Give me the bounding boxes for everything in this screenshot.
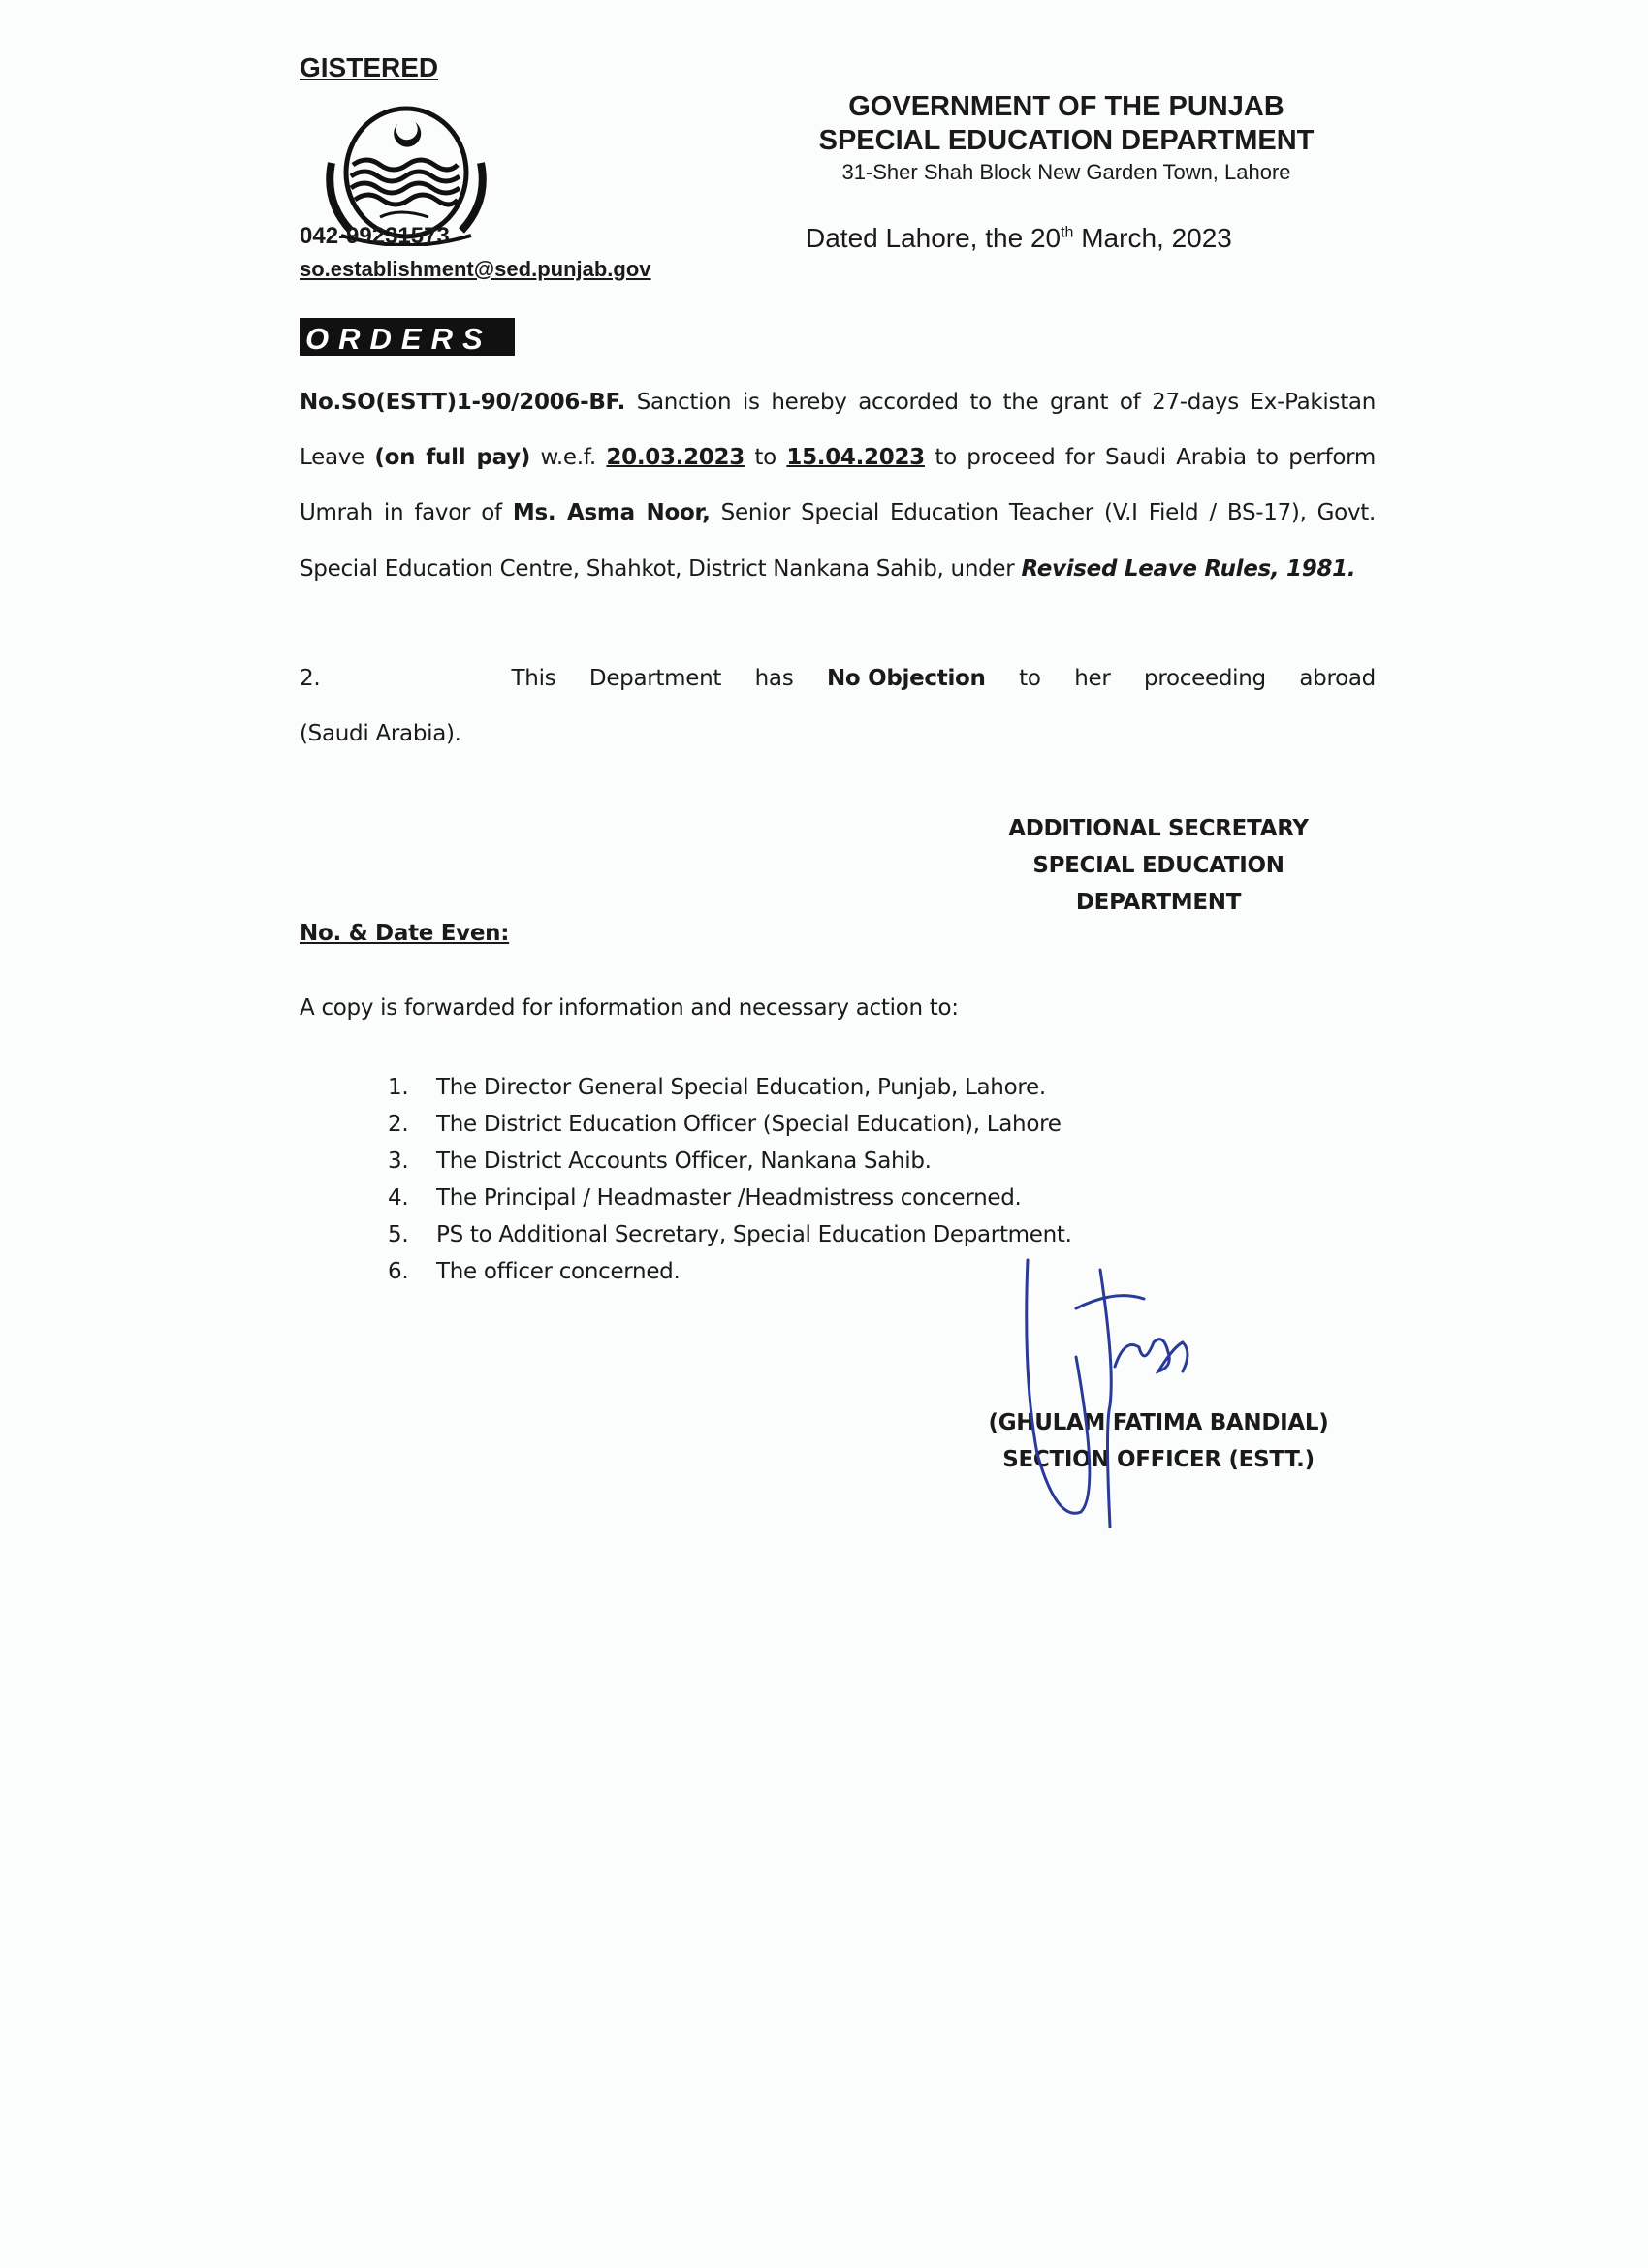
department-address: 31-Sher Shah Block New Garden Town, Lahore <box>841 160 1291 184</box>
list-item <box>388 1069 1072 1106</box>
to-date: 15.04.2023 <box>786 445 925 471</box>
para-word: her <box>1074 666 1111 691</box>
para-word: has <box>754 666 794 691</box>
list-text: The District Accounts Officer, Nankana Sahib. <box>436 1149 932 1174</box>
list-text: The officer concerned. <box>436 1259 681 1284</box>
pay-status: (on full pay) <box>374 445 531 471</box>
para-end: (Saudi Arabia). <box>300 721 461 746</box>
list-number: 5. <box>388 1222 409 1247</box>
phone-number: 042-99231573 <box>300 223 450 249</box>
leave-rules: Revised Leave Rules, 1981. <box>1021 555 1356 582</box>
signatory-line: SPECIAL EDUCATION <box>1032 853 1284 878</box>
list-item <box>388 1253 1072 1290</box>
paragraph-2 <box>300 651 1376 762</box>
order-text: to proceed for Saudi Arabia to perform Umrah in favor of <box>300 445 1376 526</box>
order-text: to <box>744 445 787 471</box>
signatory-line: ADDITIONAL SECRETARY <box>1008 816 1309 841</box>
list-number: 6. <box>388 1259 409 1284</box>
list-item <box>388 1106 1072 1143</box>
para-word: to <box>1019 666 1041 691</box>
order-paragraph <box>300 375 1376 597</box>
list-item <box>388 1180 1072 1216</box>
order-text: Sanction is hereby accorded to the grant of 27-days Ex-Pakistan Leave <box>300 390 1376 471</box>
order-text: Senior Special Education Teacher (V.I Field / BS-17), Govt. Special Education Centre, Shahkot, District Nankana Sahib, under <box>300 500 1376 582</box>
dated-suffix: March, 2023 <box>1073 223 1232 253</box>
list-number: 1. <box>388 1075 409 1100</box>
orders-label: ORDERS <box>300 318 515 356</box>
order-text: w.e.f. <box>530 445 607 471</box>
officer-title: SECTION OFFICER (ESTT.) <box>1002 1447 1315 1472</box>
order-number: No.SO(ESTT)1-90/2006-BF. <box>300 390 626 415</box>
para-word: Department <box>588 666 722 691</box>
list-number: 4. <box>388 1185 409 1211</box>
para-word: proceeding <box>1144 666 1266 691</box>
from-date: 20.03.2023 <box>606 445 745 471</box>
signatory-title <box>965 810 1352 921</box>
dated-line <box>806 223 1232 254</box>
list-text: PS to Additional Secretary, Special Education Department. <box>436 1222 1072 1247</box>
para-word: This <box>511 666 556 691</box>
copy-intro: A copy is forwarded for information and necessary action to: <box>300 995 959 1021</box>
list-text: The District Education Officer (Special Education), Lahore <box>436 1112 1062 1137</box>
signatory-line: DEPARTMENT <box>1075 890 1242 915</box>
list-text: The Director General Special Education, Punjab, Lahore. <box>436 1075 1046 1100</box>
dated-sup: th <box>1061 224 1074 241</box>
para-word: abroad <box>1299 666 1376 691</box>
dated-prefix: Dated Lahore, the 20 <box>806 223 1062 253</box>
list-text: The Principal / Headmaster /Headmistress concerned. <box>436 1185 1022 1211</box>
department-heading: SPECIAL EDUCATION DEPARTMENT <box>818 125 1315 156</box>
list-number: 3. <box>388 1149 409 1174</box>
employee-name: Ms. Asma Noor, <box>512 500 711 526</box>
no-objection: No Objection <box>826 666 986 691</box>
list-item <box>388 1143 1072 1180</box>
list-number: 2. <box>388 1112 409 1137</box>
copy-list <box>388 1069 1072 1290</box>
registered-label: GISTERED <box>300 52 439 82</box>
officer-name: (GHULAM FATIMA BANDIAL) <box>988 1410 1329 1435</box>
list-item <box>388 1216 1072 1253</box>
handwritten-signature <box>1008 1250 1241 1541</box>
para-number: 2. <box>300 666 321 691</box>
government-heading: GOVERNMENT OF THE PUNJAB <box>848 91 1284 122</box>
date-even: No. & Date Even: <box>300 921 510 946</box>
email-address: so.establishment@sed.punjab.gov <box>300 257 651 281</box>
